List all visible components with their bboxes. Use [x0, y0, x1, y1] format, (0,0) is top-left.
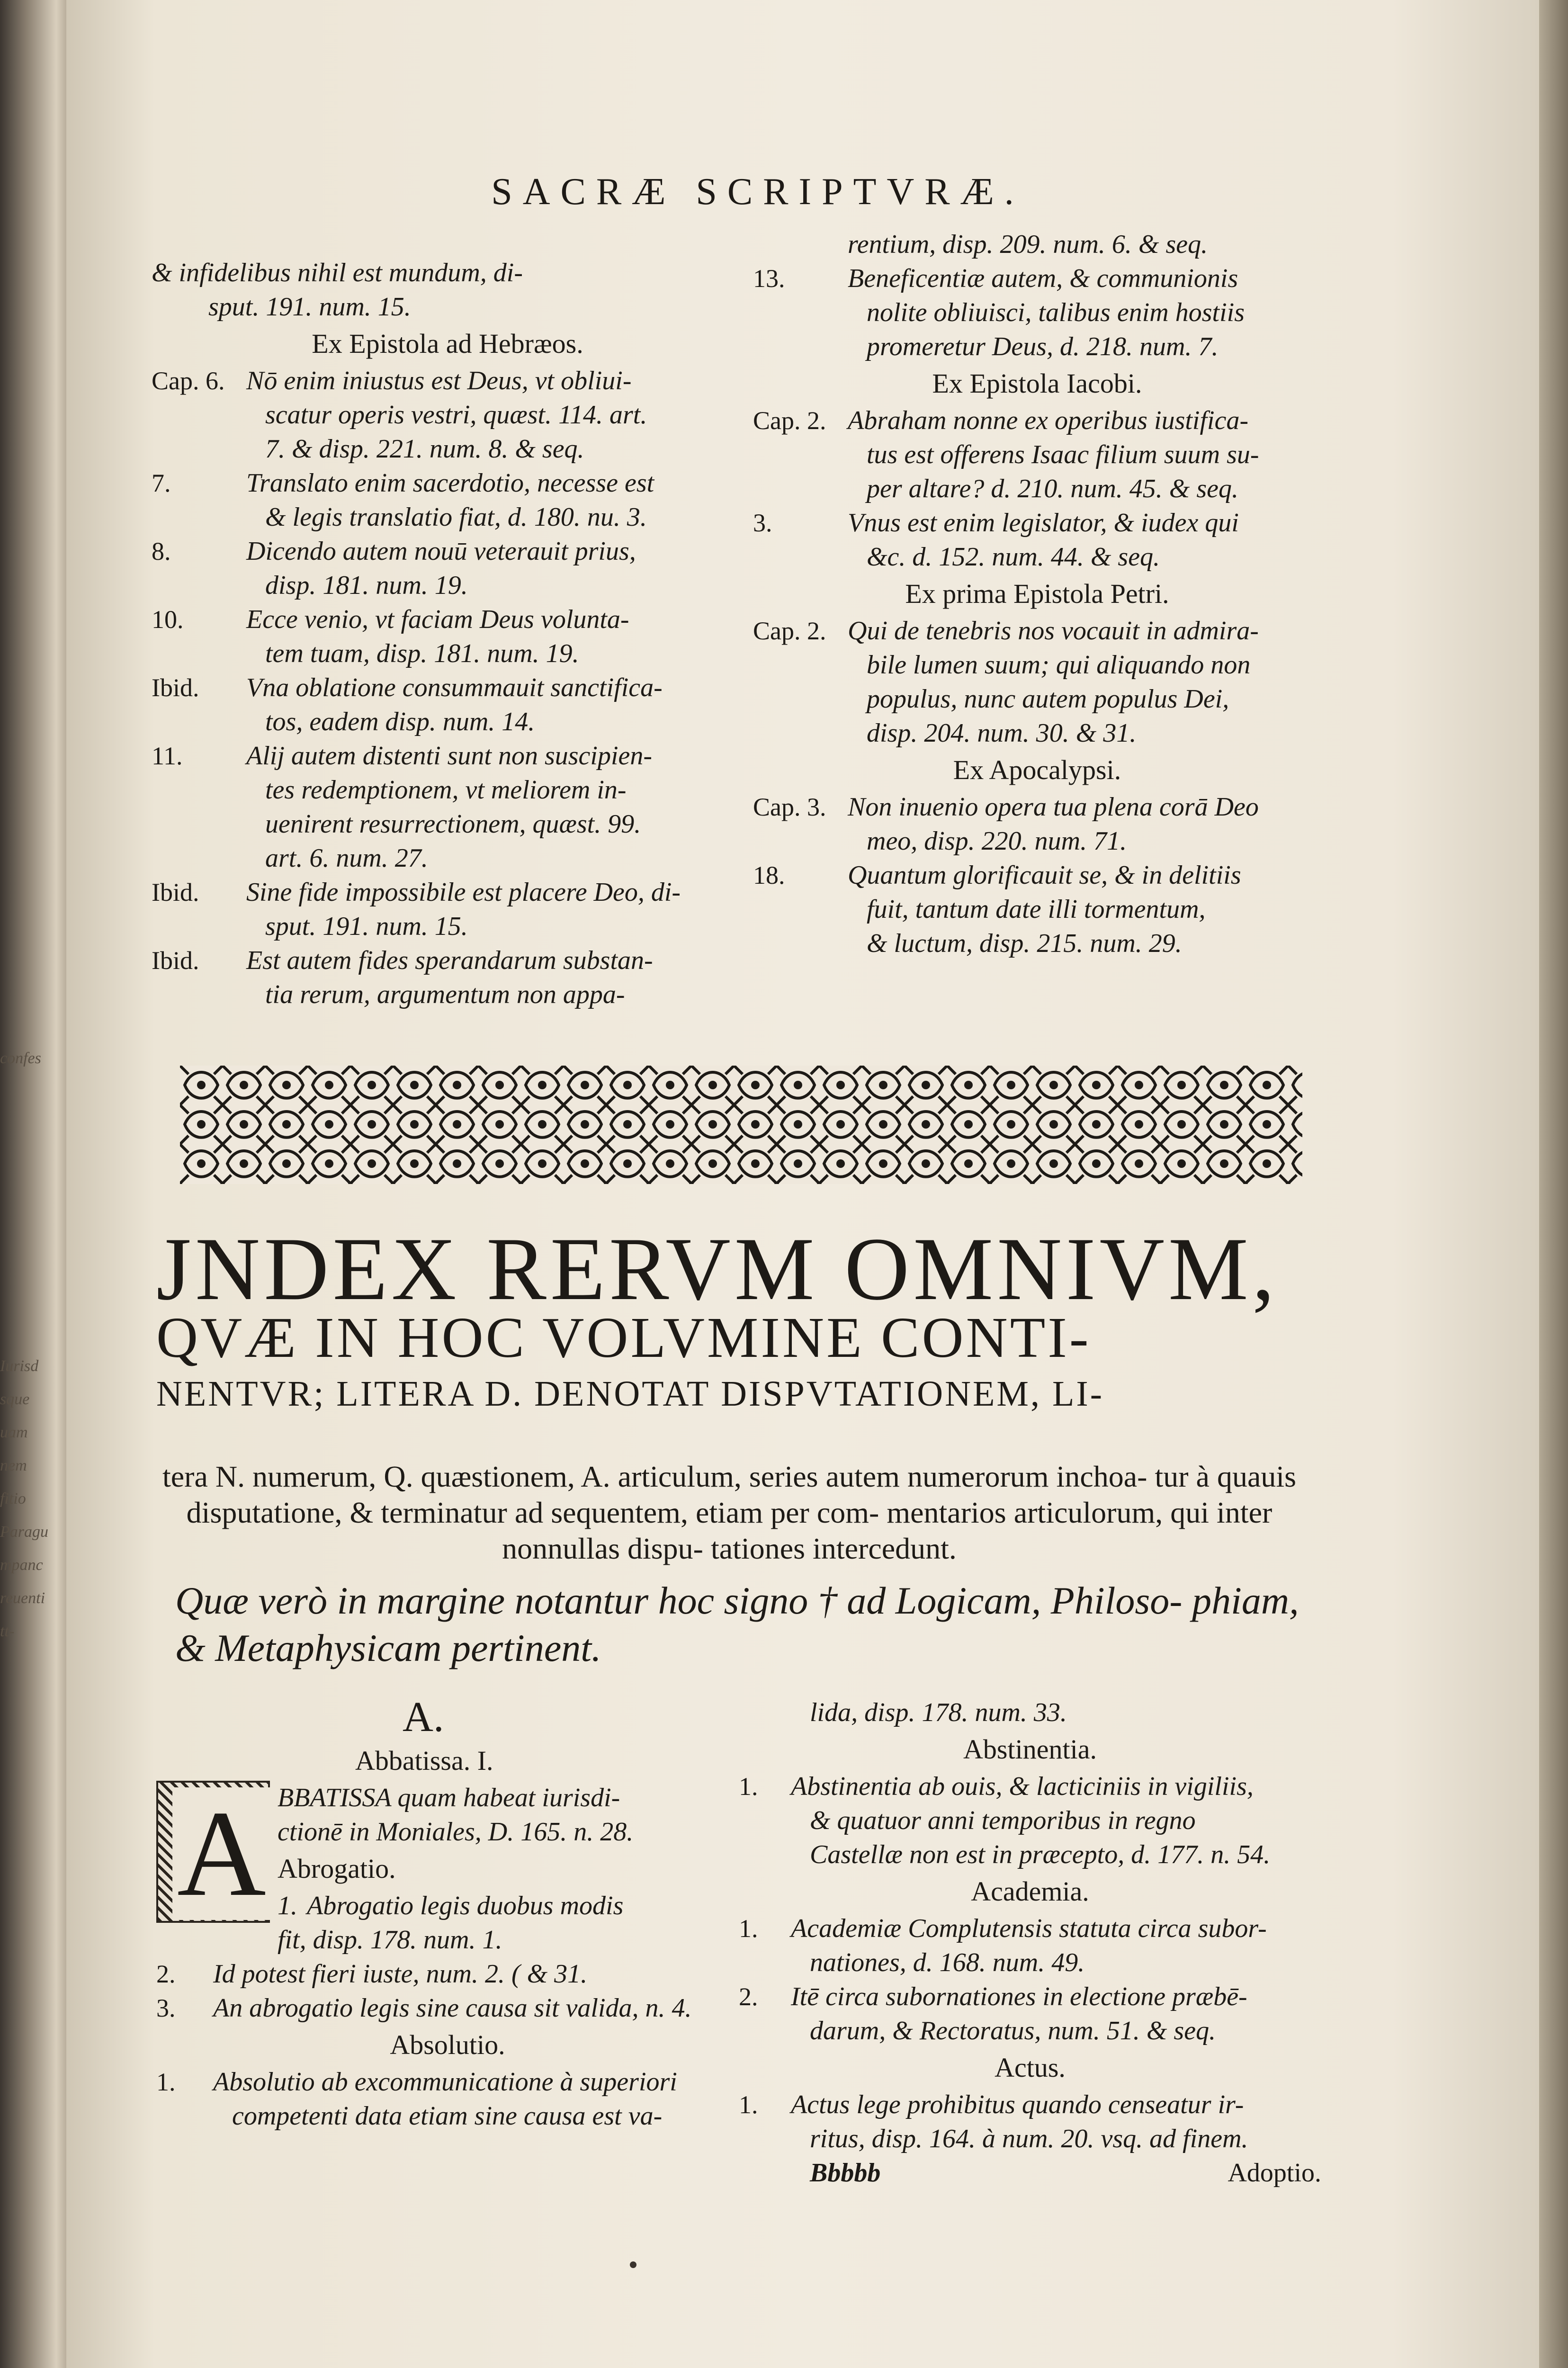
entry-reference	[753, 824, 848, 858]
ink-speck	[630, 2261, 636, 2268]
index-entry-line	[152, 466, 744, 500]
entry-text: An abrogatio legis sine causa sit valida, n. 4.	[213, 1993, 692, 2023]
drop-cap-line: ctionē in Moniales, D. 165. n. 28.	[278, 1817, 634, 1847]
entry-reference: Cap. 2.	[753, 406, 826, 435]
entry-reference	[739, 1838, 791, 1872]
index-entry-line	[753, 682, 1321, 716]
entry-text: Abstinentia ab ouis, & lacticiniis in vigiliis,	[791, 1772, 1254, 1801]
entry-reference	[753, 296, 848, 330]
entry-text: Absolutio ab excommunicatione à superiori	[213, 2067, 677, 2097]
entry-reference	[753, 472, 848, 506]
entry-text: Sine fide impossibile est placere Deo, di-	[246, 878, 681, 907]
entry-reference: 13.	[753, 264, 785, 293]
entry-reference	[152, 773, 246, 807]
entry-list	[753, 404, 1321, 574]
entry-text: tes redemptionem, vt meliorem in-	[265, 775, 627, 805]
entry-text: tem tuam, disp. 181. num. 19.	[265, 639, 579, 668]
index-entry-line	[753, 261, 1321, 296]
index-entry-line	[753, 648, 1321, 682]
entry-reference: Cap. 2.	[753, 617, 826, 645]
entry-text: tus est offerens Isaac filium suum su-	[867, 440, 1259, 469]
entry-text: Beneficentiæ autem, & communionis	[848, 264, 1238, 293]
entry-reference	[739, 1946, 791, 1980]
index-entry-line	[739, 1980, 1321, 2014]
decorative-ornament-band	[180, 1066, 1302, 1184]
drop-cap-paragraph	[156, 1781, 739, 1957]
entry-reference: 1.	[156, 2068, 176, 2096]
entry-reference: 1.	[739, 1772, 758, 1801]
index-entry-line	[152, 705, 744, 739]
entry-reference	[753, 438, 848, 472]
entry-text: Vnus est enim legislator, & iudex qui	[848, 508, 1239, 538]
entry-reference	[753, 892, 848, 926]
index-entry-line	[152, 534, 744, 568]
entry-text: populus, nunc autem populus Dei,	[867, 684, 1229, 714]
entry-text: sput. 191. num. 15.	[265, 912, 468, 941]
entry-text: Non inuenio opera tua plena corā Deo	[848, 792, 1259, 822]
entry-reference: 2.	[156, 1960, 176, 1988]
continuation-line: lida, disp. 178. num. 33.	[810, 1698, 1067, 1727]
index-heading-academia: Academia.	[971, 1876, 1089, 1907]
index-heading-absolutio: Absolutio.	[390, 2029, 505, 2060]
entry-reference: Cap. 6.	[152, 367, 225, 395]
entry-reference: 2.	[739, 1982, 758, 2011]
index-entry-line	[753, 716, 1321, 750]
gutter-fragment: sque	[0, 1390, 30, 1408]
entry-text: Nō enim iniustus est Deus, vt obliui-	[246, 366, 632, 395]
entry-text: Translato enim sacerdotio, necesse est	[246, 468, 654, 498]
entry-reference: 7.	[152, 469, 171, 497]
index-entry-line: fit, disp. 178. num. 1.	[278, 1925, 502, 1955]
adjacent-page-edge	[0, 0, 66, 2368]
entry-reference: 11.	[152, 742, 183, 770]
index-intro: tera N. numerum, Q. quæstionem, A. articulum, series autem numerorum inchoa- tur à quauis disputatione, & terminatur ad sequentem, etiam per com- mentarios articulorum, qui inter nonnullas dispu- tationes intercedunt.	[162, 1460, 1297, 1565]
signature-mark: Bbbbb	[810, 2158, 881, 2188]
entry-text: Dicendo autem nouū veterauit prius,	[246, 537, 636, 566]
index-entry-line	[156, 2065, 739, 2099]
gutter-fragment: fitio	[0, 1490, 26, 1507]
index-column-left	[156, 1691, 739, 2133]
index-entry-line	[753, 506, 1321, 540]
entry-text: Abraham nonne ex operibus iustifica-	[848, 406, 1249, 435]
index-heading-abstinentia: Abstinentia.	[963, 1734, 1097, 1765]
entry-list	[753, 261, 1321, 364]
entry-text: disp. 181. num. 19.	[265, 571, 468, 600]
entry-list	[753, 614, 1321, 750]
continuation-line: rentium, disp. 209. num. 6. & seq.	[848, 230, 1208, 259]
index-title-line-3: NENTVR; LITERA D. DENOTAT DISPVTATIONEM, LI-	[156, 1374, 1104, 1414]
index-note: Quæ verò in margine notantur hoc signo † ad Logicam, Philoso- phiam, & Metaphysicam pertinent.	[175, 1579, 1299, 1669]
entry-text: nationes, d. 168. num. 49.	[810, 1948, 1085, 1977]
index-entry-line	[152, 500, 744, 534]
index-entry-line	[753, 892, 1321, 926]
entry-text: Quantum glorificauit se, & in delitiis	[848, 861, 1241, 890]
section-title-iacobi: Ex Epistola Iacobi.	[932, 368, 1142, 399]
index-title-line-1: JNDEX RERVM OMNIVM,	[156, 1220, 1279, 1319]
index-title-line-2: QVÆ IN HOC VOLVMINE CONTI-	[156, 1306, 1091, 1370]
entry-reference: Ibid.	[152, 878, 199, 906]
section-title-petri: Ex prima Epistola Petri.	[905, 578, 1169, 609]
index-entry-line	[753, 540, 1321, 574]
entry-list	[156, 2065, 739, 2133]
entry-text: bile lumen suum; qui aliquando non	[867, 650, 1251, 680]
entry-reference	[156, 2099, 213, 2133]
index-entry-line	[753, 296, 1321, 330]
entry-text: competenti data etiam sine causa est va-	[232, 2101, 663, 2131]
entry-reference	[152, 432, 246, 466]
index-entry-line	[753, 472, 1321, 506]
page-edge-shadow	[1539, 0, 1568, 2368]
index-entry-line	[753, 330, 1321, 364]
index-entry-line	[152, 841, 744, 875]
section-title-hebraeos: Ex Epistola ad Hebræos.	[312, 328, 583, 359]
entry-reference: 1.	[278, 1891, 297, 1920]
index-entry-line	[152, 943, 744, 978]
entry-text: nolite obliuisci, talibus enim hostiis	[867, 298, 1245, 327]
index-heading-actus: Actus.	[995, 2052, 1066, 2083]
entry-reference	[152, 705, 246, 739]
gutter-fragment: confes	[0, 1049, 41, 1067]
entry-text: ritus, disp. 164. à num. 20. vsq. ad finem.	[810, 2124, 1248, 2153]
index-entry-line	[739, 2088, 1321, 2122]
index-letter: A.	[403, 1694, 444, 1740]
entry-reference: 1.	[739, 2090, 758, 2119]
entry-reference	[152, 909, 246, 943]
entry-list	[739, 2088, 1321, 2156]
index-column-right	[739, 1695, 1321, 2190]
entry-text: &c. d. 152. num. 44. & seq.	[867, 542, 1160, 572]
entry-text: & luctum, disp. 215. num. 29.	[867, 929, 1182, 958]
running-head: SACRÆ SCRIPTVRÆ.	[491, 171, 1024, 213]
entry-text: Actus lege prohibitus quando censeatur ir-	[791, 2090, 1244, 2119]
gutter-fragment: reuenti	[0, 1589, 45, 1607]
entry-reference	[739, 1803, 791, 1838]
index-entry-line	[156, 1991, 739, 2025]
index-entry-line	[152, 432, 744, 466]
index-entry-line	[739, 1769, 1321, 1803]
gutter-fragment: uam	[0, 1424, 28, 1441]
entry-reference	[753, 540, 848, 574]
index-heading-abbatissa: Abbatissa. I.	[355, 1745, 493, 1776]
entry-text: disp. 204. num. 30. & 31.	[867, 718, 1137, 748]
entry-text: Itē circa subornationes in electione præbē-	[791, 1982, 1247, 2011]
index-entry-line	[739, 2014, 1321, 2048]
gutter-fragment: Paragu	[0, 1523, 48, 1541]
entry-text: tos, eadem disp. num. 14.	[265, 707, 535, 736]
entry-reference: Ibid.	[152, 673, 199, 702]
entry-list	[152, 364, 744, 1012]
index-entry-line	[152, 739, 744, 773]
entry-text: 7. & disp. 221. num. 8. & seq.	[265, 434, 584, 464]
entry-reference	[753, 682, 848, 716]
gutter-fragment: nem	[0, 1457, 27, 1474]
entry-reference: 18.	[753, 861, 785, 889]
continuation-line: & infidelibus nihil est mundum, di-	[152, 258, 523, 287]
entry-reference: 3.	[156, 1994, 176, 2022]
index-entry-line	[739, 2122, 1321, 2156]
index-entry-line	[152, 568, 744, 602]
index-entry-line	[739, 1911, 1321, 1946]
gutter-fragment: Iurisd	[0, 1357, 39, 1375]
entry-reference	[753, 926, 848, 960]
gutter-fragments	[0, 142, 57, 2321]
catchword: Adoptio.	[1228, 2158, 1321, 2188]
entry-text: Qui de tenebris nos vocauit in admira-	[848, 616, 1259, 646]
entry-reference	[739, 2122, 791, 2156]
index-entry-line	[152, 602, 744, 637]
index-entry-line	[753, 438, 1321, 472]
entry-text: uenirent resurrectionem, quæst. 99.	[265, 809, 641, 839]
index-entry-line	[739, 1803, 1321, 1838]
index-entry-line	[753, 824, 1321, 858]
index-entry-line	[156, 2099, 739, 2133]
index-entry-line	[152, 807, 744, 841]
entry-text: Ecce venio, vt faciam Deus volunta-	[246, 605, 629, 634]
entry-reference	[152, 398, 246, 432]
gutter-fragment: tt-	[0, 1623, 15, 1640]
section-title-apocalypsis: Ex Apocalypsi.	[953, 754, 1121, 785]
entry-reference	[152, 637, 246, 671]
entry-reference: 10.	[152, 605, 184, 634]
entry-text: & quatuor anni temporibus in regno	[810, 1806, 1196, 1835]
index-entry-line: 1. Abrogatio legis duobus modis	[278, 1891, 624, 1920]
index-entry-line	[152, 978, 744, 1012]
entry-text: Est autem fides sperandarum substan-	[246, 946, 653, 975]
entry-reference: 8.	[152, 537, 171, 565]
entry-text: art. 6. num. 27.	[265, 843, 428, 873]
index-entry-line	[152, 637, 744, 671]
entry-list	[753, 790, 1321, 960]
entry-reference	[152, 568, 246, 602]
index-entry-line	[152, 364, 744, 398]
entry-list	[739, 1911, 1321, 2048]
index-entry-line	[739, 1838, 1321, 1872]
entry-text: meo, disp. 220. num. 71.	[867, 826, 1127, 856]
entry-reference: 1.	[739, 1914, 758, 1943]
entry-reference	[753, 330, 848, 364]
index-entry-line	[152, 671, 744, 705]
scripture-column-left	[152, 256, 744, 1012]
index-entry-line	[156, 1957, 739, 1991]
entry-list	[739, 1769, 1321, 1872]
index-entry-line	[753, 790, 1321, 824]
entry-text: Castellæ non est in præcepto, d. 177. n. 54.	[810, 1840, 1271, 1869]
entry-reference	[152, 500, 246, 534]
index-entry-line	[152, 909, 744, 943]
entry-text: Academiæ Complutensis statuta circa subor-	[791, 1914, 1267, 1943]
drop-cap-letter: A	[172, 1787, 271, 1920]
index-entry-line	[753, 404, 1321, 438]
entry-reference	[152, 807, 246, 841]
index-entry-line	[152, 875, 744, 909]
index-heading-abrogatio: Abrogatio.	[278, 1853, 396, 1884]
entry-reference	[753, 716, 848, 750]
entry-text: promeretur Deus, d. 218. num. 7.	[867, 332, 1219, 361]
entry-text: scatur operis vestri, quæst. 114. art.	[265, 400, 647, 430]
index-entry-line	[753, 614, 1321, 648]
gutter-fragment: mpanc	[0, 1556, 43, 1574]
drop-cap-line: BBATISSA quam habeat iurisdi-	[278, 1783, 620, 1812]
index-entry-line	[152, 398, 744, 432]
index-entry-line	[739, 1946, 1321, 1980]
entry-text: & legis translatio fiat, d. 180. nu. 3.	[265, 502, 647, 532]
entry-text: fuit, tantum date illi tormentum,	[867, 895, 1206, 924]
entry-reference	[152, 978, 246, 1012]
index-entry-line	[152, 773, 744, 807]
entry-reference: 3.	[753, 509, 772, 537]
continuation-line: sput. 191. num. 15.	[208, 292, 411, 322]
entry-text: darum, & Rectoratus, num. 51. & seq.	[810, 2016, 1216, 2045]
entry-text: tia rerum, argumentum non appa-	[265, 980, 625, 1009]
entry-reference: Cap. 3.	[753, 793, 826, 821]
entry-text: Alij autem distenti sunt non suscipien-	[246, 741, 653, 771]
entry-reference	[152, 841, 246, 875]
entry-text: Vna oblatione consummauit sanctifica-	[246, 673, 663, 702]
entry-text: Id potest fieri iuste, num. 2. ( & 31.	[213, 1959, 588, 1989]
index-entry-line	[753, 926, 1321, 960]
index-entry-line	[753, 858, 1321, 892]
scripture-column-right	[753, 227, 1321, 960]
entry-reference	[753, 648, 848, 682]
entry-list	[156, 1957, 739, 2025]
entry-reference	[739, 2014, 791, 2048]
entry-text: per altare? d. 210. num. 45. & seq.	[867, 474, 1238, 503]
entry-reference: Ibid.	[152, 946, 199, 975]
drop-cap-initial	[156, 1781, 270, 1923]
